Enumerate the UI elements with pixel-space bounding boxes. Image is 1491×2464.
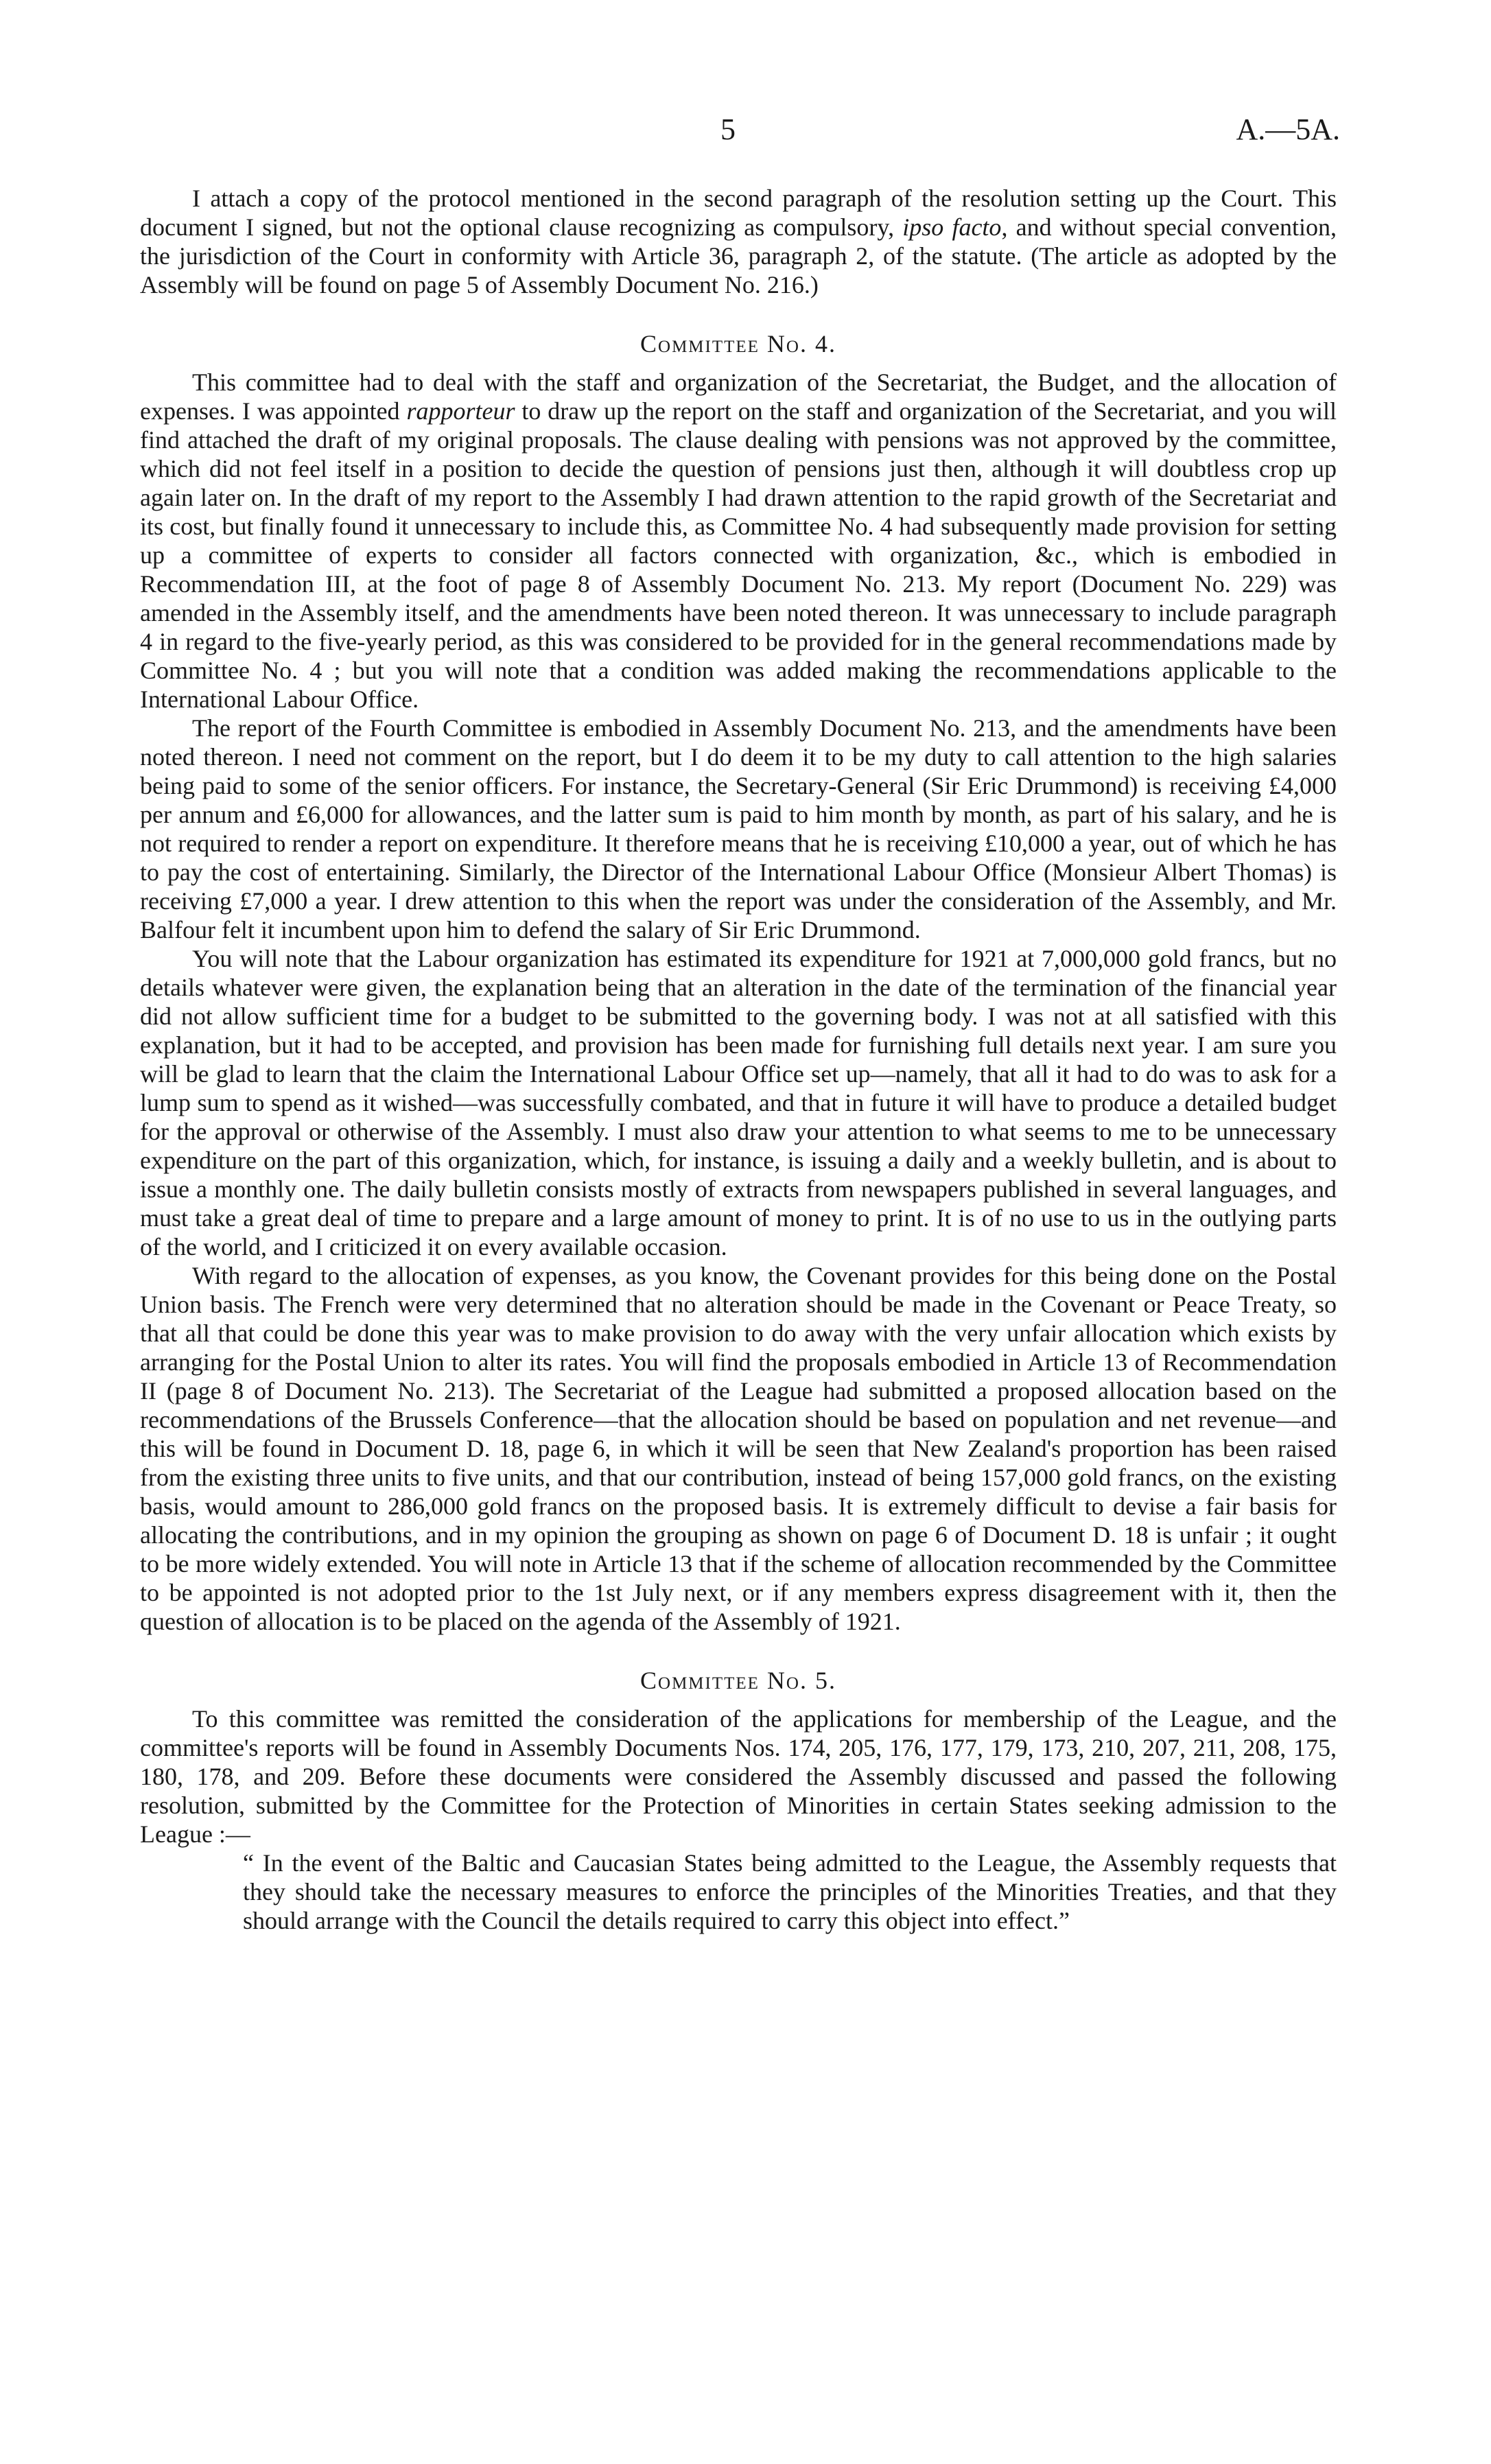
paragraph-committee-4-allocation: With regard to the allocation of expenses, as you know, the Covenant provides for this being done on the Postal Union basis. The French were very determined that no alteration should be made in the Covenant or Peace Treaty, so that all that could be done this year was to make provision to do away with the very unfair allocation which exists by arranging for the Postal Union to alter its rates. You will find the proposals embodied in Article 13 of Recommendation II (page 8 of Document No. 213). The Secretariat of the League had submitted a proposed allocation based on the recommendations of the Brussels Conference—that the allocation should be based on population and net revenue—and this will be found in Document D. 18, page 6, in which it will be seen that New Zealand's proportion has been raised from the existing three units to five units, and that our contribution, instead of being 157,000 gold francs, on the existing basis, would amount to 286,000 gold francs on the proposed basis. It is extremely difficult to devise a fair basis for allocating the contributions, and in my opinion the grouping as shown on page 6 of Document D. 18 is unfair ; it ought to be more widely extended. You will note in Article 13 that if the scheme of allocation recommended by the Committee to be appointed is not adopted prior to the 1st July next, or if any members express disagreement with it, then the question of allocation is to be placed on the agenda of the Assembly of 1921. bbox=[140, 1262, 1337, 1635]
paragraph-protocol: I attach a copy of the protocol mentioned in the second paragraph of the resolution setting up the Court. This document I signed, but not the optional clause recognizing as compulsory, ipso facto, and without special convention, the jurisdiction of the Court in conformity with Article 36, paragraph 2, of the statute. (The article as adopted by the Assembly will be found on page 5 of Assembly Document No. 216.) bbox=[140, 185, 1337, 298]
page-number: 5 bbox=[720, 113, 736, 146]
heading-committee-5: Committee No. 5. bbox=[640, 1667, 836, 1694]
quoted-resolution: “ In the event of the Baltic and Caucasian States being admitted to the League, the Assembly requests that they should take the necessary measures to enforce the principles of the Minorities Treaties, and that they should arrange with the Council the details required to carry this object into effect.” bbox=[243, 1849, 1337, 1934]
page-header bbox=[0, 115, 1491, 156]
paragraph-committee-4-staff: This committee had to deal with the staff and organization of the Secretariat, the Budget, and the allocation of expenses. I was appointed rapporteur to draw up the report on the staff and organization of the Secretariat, and you will find attached the draft of my original proposals. The clause dealing with pensions was not approved by the committee, which did not feel itself in a position to decide the question of pensions just then, although it will doubtless crop up again later on. In the draft of my report to the Assembly I had drawn attention to the rapid growth of the Secretariat and its cost, but finally found it unnecessary to include this, as Committee No. 4 had subsequently made provision for setting up a committee of experts to consider all factors connected with organization, &c., which is embodied in Recommendation III, at the foot of page 8 of Assembly Document No. 213. My report (Document No. 229) was amended in the Assembly itself, and the amendments have been noted thereon. It was unnecessary to include paragraph 4 in regard to the five-yearly period, as this was considered to be provided for in the general recommendations made by Committee No. 4 ; but you will note that a condition was added making the recommendations applicable to the International Labour Office. bbox=[140, 368, 1337, 713]
paragraph-committee-5-membership: To this committee was remitted the consideration of the applications for membership of the League, and the committee's reports will be found in Assembly Documents Nos. 174, 205, 176, 177, 179, 173, 210, 207, 211, 208, 175, 180, 178, and 209. Before these documents were considered the Assembly discussed and passed the following resolution, submitted by the Committee for the Protection of Minorities in certain States seeking admission to the League :— bbox=[140, 1705, 1337, 1848]
document-reference: A.—5A. bbox=[1236, 113, 1340, 146]
paragraph-committee-4-labour: You will note that the Labour organization has estimated its expenditure for 1921 at 7,000,000 gold francs, but no details whatever were given, the explanation being that an alteration in the date of the termination of the financial year did not allow sufficient time for a budget to be submitted to the governing body. I was not at all satisfied with this explanation, but it had to be accepted, and provision has been made for furnishing full details next year. I am sure you will be glad to learn that the claim the International Labour Office set up—namely, that all it had to do was to ask for a lump sum to spend as it wished—was successfully combated, and that in future it will have to produce a detailed budget for the approval or otherwise of the Assembly. I must also draw your attention to what seems to me to be unnecessary expenditure on the part of this organization, which, for instance, is issuing a daily and a weekly bulletin, and is about to issue a monthly one. The daily bulletin consists mostly of extracts from newspapers published in several languages, and must take a great deal of time to prepare and a large amount of money to print. It is of no use to us in the outlying parts of the world, and I criticized it on every available occasion. bbox=[140, 945, 1337, 1260]
paragraph-committee-4-salaries: The report of the Fourth Committee is embodied in Assembly Document No. 213, and the amendments have been noted thereon. I need not comment on the report, but I do deem it to be my duty to call attention to the high salaries being paid to some of the senior officers. For instance, the Secretary-General (Sir Eric Drummond) is receiving £4,000 per annum and £6,000 for allowances, and the latter sum is paid to him month by month, as part of his salary, and he is not required to render a report on expenditure. It therefore means that he is receiving £10,000 a year, out of which he has to pay the cost of entertaining. Similarly, the Director of the International Labour Office (Monsieur Albert Thomas) is receiving £7,000 a year. I drew attention to this when the report was under the consideration of the Assembly, and Mr. Balfour felt it incumbent upon him to defend the salary of Sir Eric Drummond. bbox=[140, 714, 1337, 943]
document-body bbox=[140, 184, 1337, 1935]
heading-committee-4: Committee No. 4. bbox=[640, 330, 836, 357]
